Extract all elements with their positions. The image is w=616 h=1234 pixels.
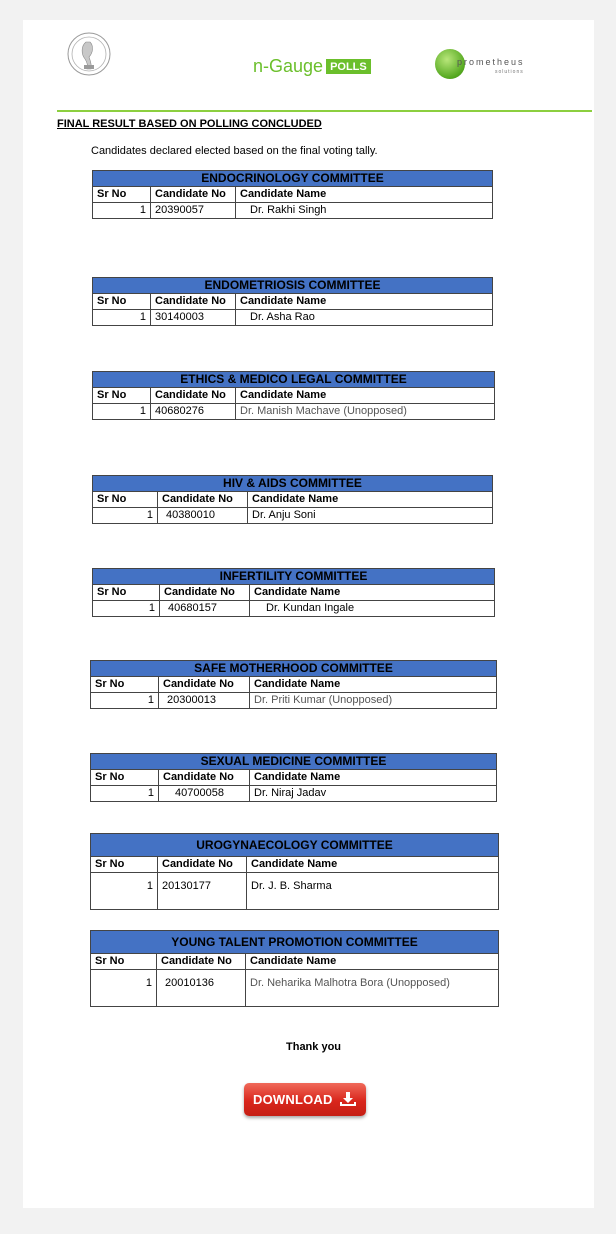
candidate-no-cell: 40680157 bbox=[160, 601, 250, 617]
column-header-sr: Sr No bbox=[93, 187, 151, 203]
partner-sub: solutions bbox=[495, 69, 524, 75]
candidate-no-cell: 20390057 bbox=[151, 203, 236, 219]
column-header-candidate-no: Candidate No bbox=[151, 388, 236, 404]
candidate-name-cell: Dr. Rakhi Singh bbox=[236, 203, 493, 219]
column-header-candidate-no: Candidate No bbox=[160, 585, 250, 601]
intro-text: Candidates declared elected based on the final voting tally. bbox=[91, 145, 378, 157]
committee-title: ENDOMETRIOSIS COMMITTEE bbox=[93, 278, 493, 294]
brand-name: n-Gauge bbox=[253, 56, 324, 76]
committee-title: UROGYNAECOLOGY COMMITTEE bbox=[91, 834, 499, 857]
column-header-sr: Sr No bbox=[93, 294, 151, 310]
table-row bbox=[93, 310, 493, 326]
committee-table bbox=[90, 833, 499, 910]
table-row bbox=[91, 786, 497, 802]
table-row bbox=[93, 601, 495, 617]
column-header-candidate-name: Candidate Name bbox=[236, 294, 493, 310]
column-header-sr: Sr No bbox=[93, 388, 151, 404]
column-header-candidate-no: Candidate No bbox=[151, 187, 236, 203]
column-header-candidate-no: Candidate No bbox=[158, 492, 248, 508]
column-header-candidate-no: Candidate No bbox=[158, 857, 247, 873]
column-header-sr: Sr No bbox=[93, 585, 160, 601]
committee-title: ETHICS & MEDICO LEGAL COMMITTEE bbox=[93, 372, 495, 388]
candidate-name-cell: Dr. Niraj Jadav bbox=[250, 786, 497, 802]
thank-you-text: Thank you bbox=[286, 1041, 342, 1053]
partner-name: prometheus bbox=[457, 57, 525, 67]
sr-cell: 1 bbox=[93, 310, 151, 326]
download-label: DOWNLOAD bbox=[253, 1092, 333, 1107]
candidate-name-cell: Dr. Manish Machave (Unopposed) bbox=[236, 404, 495, 420]
committee-table bbox=[92, 277, 493, 326]
candidate-no-cell: 30140003 bbox=[151, 310, 236, 326]
committee-table bbox=[92, 170, 493, 219]
committee-title: SEXUAL MEDICINE COMMITTEE bbox=[91, 754, 497, 770]
header bbox=[57, 20, 592, 112]
download-arrow-icon bbox=[339, 1090, 357, 1108]
column-header-candidate-name: Candidate Name bbox=[250, 770, 497, 786]
column-header-candidate-no: Candidate No bbox=[159, 770, 250, 786]
committee-title: SAFE MOTHERHOOD COMMITTEE bbox=[91, 661, 497, 677]
sr-cell: 1 bbox=[91, 786, 159, 802]
column-header-sr: Sr No bbox=[93, 492, 158, 508]
download-button[interactable] bbox=[244, 1083, 366, 1116]
column-header-candidate-name: Candidate Name bbox=[248, 492, 493, 508]
table-row bbox=[93, 508, 493, 524]
candidate-no-cell: 40700058 bbox=[159, 786, 250, 802]
candidate-no-cell: 40680276 bbox=[151, 404, 236, 420]
committee-table bbox=[90, 930, 499, 1007]
sr-cell: 1 bbox=[91, 693, 159, 709]
table-row bbox=[91, 970, 499, 1007]
table-row bbox=[93, 203, 493, 219]
table-row bbox=[93, 404, 495, 420]
column-header-candidate-no: Candidate No bbox=[151, 294, 236, 310]
sr-cell: 1 bbox=[93, 404, 151, 420]
column-header-sr: Sr No bbox=[91, 770, 159, 786]
candidate-no-cell: 40380010 bbox=[158, 508, 248, 524]
column-header-sr: Sr No bbox=[91, 677, 159, 693]
candidate-name-cell: Dr. Asha Rao bbox=[236, 310, 493, 326]
candidate-no-cell: 20130177 bbox=[158, 873, 247, 910]
candidate-no-cell: 20010136 bbox=[157, 970, 246, 1007]
committee-title: YOUNG TALENT PROMOTION COMMITTEE bbox=[91, 931, 499, 954]
candidate-name-cell: Dr. Priti Kumar (Unopposed) bbox=[250, 693, 497, 709]
column-header-candidate-name: Candidate Name bbox=[236, 388, 495, 404]
committee-table bbox=[90, 660, 497, 709]
sr-cell: 1 bbox=[91, 970, 157, 1007]
partner-logo bbox=[435, 49, 525, 79]
committee-table bbox=[90, 753, 497, 802]
candidate-name-cell: Dr. Anju Soni bbox=[248, 508, 493, 524]
column-header-candidate-name: Candidate Name bbox=[250, 585, 495, 601]
table-row bbox=[91, 693, 497, 709]
committee-table bbox=[92, 371, 495, 420]
column-header-sr: Sr No bbox=[91, 954, 157, 970]
society-emblem-icon bbox=[67, 32, 111, 76]
committee-table bbox=[92, 475, 493, 524]
committee-title: HIV & AIDS COMMITTEE bbox=[93, 476, 493, 492]
column-header-sr: Sr No bbox=[91, 857, 158, 873]
candidate-name-cell: Dr. Kundan Ingale bbox=[250, 601, 495, 617]
page-title: FINAL RESULT BASED ON POLLING CONCLUDED bbox=[57, 118, 322, 130]
sr-cell: 1 bbox=[93, 508, 158, 524]
column-header-candidate-name: Candidate Name bbox=[236, 187, 493, 203]
sr-cell: 1 bbox=[91, 873, 158, 910]
committee-title: ENDOCRINOLOGY COMMITTEE bbox=[93, 171, 493, 187]
sr-cell: 1 bbox=[93, 601, 160, 617]
column-header-candidate-name: Candidate Name bbox=[246, 954, 499, 970]
column-header-candidate-no: Candidate No bbox=[159, 677, 250, 693]
column-header-candidate-name: Candidate Name bbox=[250, 677, 497, 693]
brand-logo bbox=[253, 56, 371, 77]
sr-cell: 1 bbox=[93, 203, 151, 219]
committee-table bbox=[92, 568, 495, 617]
column-header-candidate-name: Candidate Name bbox=[247, 857, 499, 873]
brand-badge: POLLS bbox=[326, 59, 371, 74]
candidate-name-cell: Dr. Neharika Malhotra Bora (Unopposed) bbox=[246, 970, 499, 1007]
candidate-no-cell: 20300013 bbox=[159, 693, 250, 709]
candidate-name-cell: Dr. J. B. Sharma bbox=[247, 873, 499, 910]
column-header-candidate-no: Candidate No bbox=[157, 954, 246, 970]
table-row bbox=[91, 873, 499, 910]
committee-title: INFERTILITY COMMITTEE bbox=[93, 569, 495, 585]
